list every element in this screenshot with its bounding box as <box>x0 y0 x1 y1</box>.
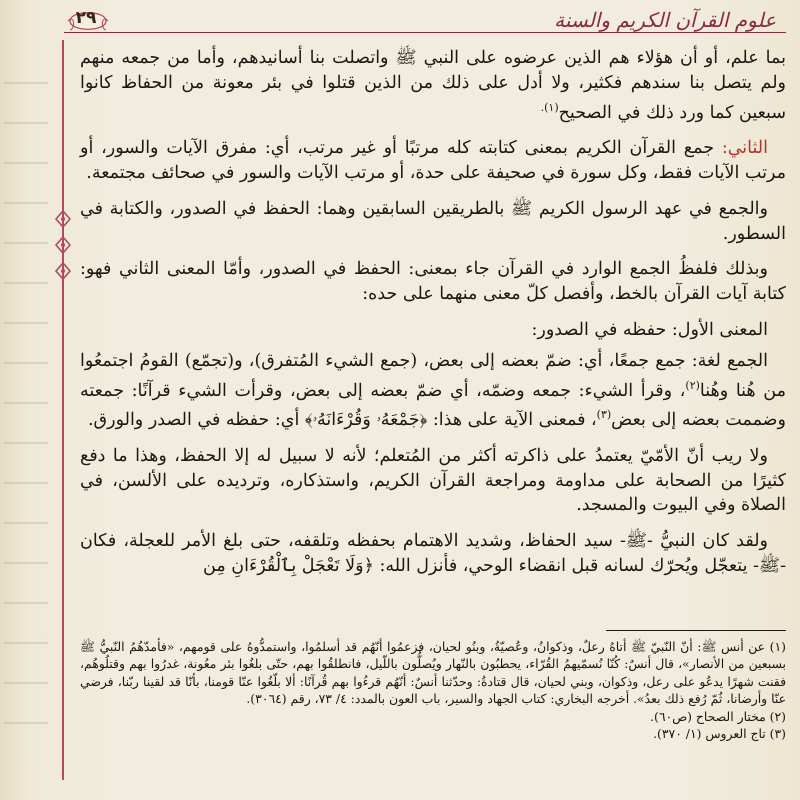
diamond-ornament-icon <box>54 210 72 228</box>
paragraph: وبذلك فلفظُ الجمع الوارد في القرآن جاء بمعنى: الحفظ في الصدور، وأمّا المعنى الثاني فهو: كتابة آيات القرآن بالخط، وأفصل كلّ معنى منهما على حده: <box>80 259 786 305</box>
diamond-ornament-icon <box>54 236 72 254</box>
page-header <box>64 6 786 46</box>
paragraph-text: بما علم، أو أن هؤلاء هم الذين عرضوه على النبي ﷺ واتصلت بنا أسانيدهم، وأما من جمعه منهم ولم يتصل بنا سندهم فكثير، ولا أدل على ذلك من الذين قتلوا في بئر معونة من الحفاظ كانوا سبعين كما ورد ذلك في الصحيح <box>80 48 786 123</box>
footnotes-separator <box>606 630 786 631</box>
paragraph <box>80 46 786 125</box>
left-gutter <box>0 0 60 800</box>
paragraph <box>80 349 786 433</box>
footnote-ref[interactable]: (١). <box>540 100 559 114</box>
paragraph-text: جمع القرآن الكريم بمعنى كتابته كله مرتبًا أو غير مرتب، أي: مفرق الآيات والسور، أو مرتب الآيات فقط، وكل سورة في صحيفة على حدة، أو مرتب الآيات والسور في صحائف مجتمعة. <box>80 138 786 184</box>
paragraph-text: ، فمعنى الآية على هذا: <box>427 410 597 431</box>
section-lead: الثاني: <box>721 138 768 159</box>
footnote-ref[interactable]: (٣) <box>596 408 612 422</box>
main-text <box>80 46 786 590</box>
paragraph: والجمع في عهد الرسول الكريم ﷺ بالطريقين السابقين وهما: الحفظ في الصدور، والكتابة في السطور. <box>80 198 786 244</box>
paragraph-text: الجمع لغة: جمع جمعًا، أي: ضمّ بعضه إلى بعض، (جمع الشيء المُتفرق)، و(تجمّع) القومُ اجتمعُوا من هُنا وهُنا <box>80 350 786 401</box>
paragraph-text: ولقد كان النبيُّ -ﷺ- سيد الحفاظ، وشديد الاهتمام بحفظه وتلقفه، حتى بلغ الأمر للعجلة، فكان -ﷺ- يتعجّل ويُحرّك لسانه قبل انقضاء الوحي، فأنزل الله: <box>80 531 786 577</box>
paragraph-text: ، وقرأ الشيء: جمعه وضمّه، أي ضمّ بعضه إلى بعض، وقرأت الشيء قرآنًا: جمعته وضممت بعضه إلى بعض <box>80 380 786 431</box>
footnote-ref[interactable]: (٢) <box>685 378 700 392</box>
running-title: علوم القرآن الكريم والسنة <box>554 8 776 32</box>
header-rule <box>64 32 786 33</box>
quran-verse: ﴿وَلَا تَعْجَلْ بِٱلْقُرْءَانِ مِن <box>203 556 374 577</box>
footnotes <box>80 638 786 742</box>
paragraph <box>80 136 786 186</box>
diamond-ornament-icon <box>54 262 72 280</box>
margin-rule <box>62 40 64 780</box>
bleed-through-text <box>4 60 48 760</box>
paragraph <box>80 529 786 579</box>
paragraph-text: أي: حفظه في الصدر والورق. <box>87 410 305 431</box>
footnote-1: (١) عن أنس ﷺ: أنّ النّبيّ ﷺ أتاهُ رعلٌ، وذكوانُ، وعُصيّةُ، وبنُو لحيان، فزعمُوا أنّهُم قد أسلمُوا، واستمدُّوهُ على قومهم، «فأمدّهُمُ النّبيُّ ﷺ بسبعين من الأنصار»، قال أنسٌ: كُنّا نُسمّيهمُ القُرّاء، يحطبُون بالنّهار ويُصلُّون باللّيل، فانطلقُوا بهم، حتّى بلغُوا بئر معُونة، غدرُوا بهم وقتلُوهُم، فقنت شهرًا يدعُو على رعل، وذكوان، وبني لحيان، قال قتادةُ: وحدّثنا أنسٌ: أنّهُم قرءُوا بهم قُرآنًا: ألا بلّغُوا عنّا قومنا، بأنّا قد لقينا ربّنا، فرضي عنّا وأرضانا، ثُمّ رُفع ذلك بعدُ». أخرجه البخاري: كتاب الجهاد والسير، باب العون بالمدد: ٤/ ٧٣، رقم (٣٠٦٤). <box>80 639 786 707</box>
quran-verse: ﴿جَمْعَهُۥ وَقُرْءَانَهُۥ﴾ <box>304 410 428 431</box>
subheading: المعنى الأول: حفظه في الصدور: <box>531 320 768 340</box>
footnote-2: (٢) مختار الصحاح (ص٦٠). <box>650 708 786 724</box>
page-number: ٢٩ <box>75 8 97 28</box>
paragraph: ولا ريب أنّ الأمّيّ يعتمدُ على ذاكرته أكثر من المُتعلم؛ لأنه لا سبيل له إلا الحفظ، وهذا ما دفع كثيرًا من الصحابة على مداومة ومراجعة القرآن الكريم، واستذكاره، وترديده على الألسن، في الصلاة وفي البيوت والمسجد. <box>80 445 786 516</box>
footnote-3: (٣) تاج العروس (١/ ٣٧٠). <box>653 726 786 742</box>
